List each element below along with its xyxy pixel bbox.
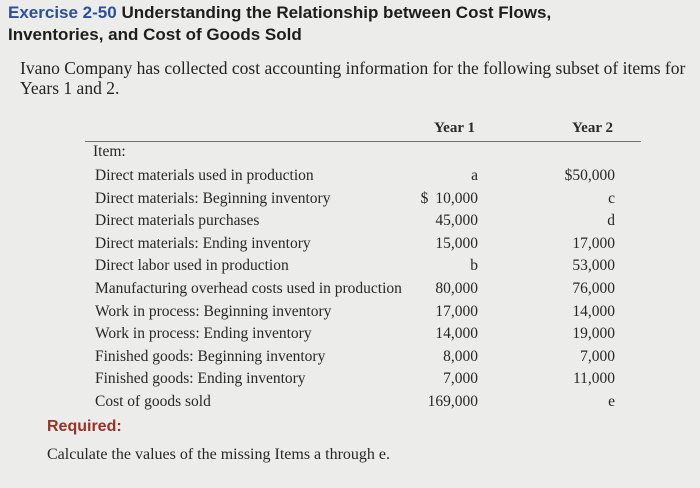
year1-value — [443, 368, 478, 390]
year1-value-text: 7,000 — [443, 370, 478, 388]
row-label: Finished goods: Ending inventory — [95, 370, 306, 388]
year1-value — [428, 391, 478, 413]
year1-value-text: b — [470, 257, 478, 275]
year1-value-text: 8,000 — [443, 347, 478, 365]
year2-value: 76,000 — [572, 279, 615, 297]
year1-value — [435, 323, 478, 345]
currency-symbol: $ — [420, 189, 429, 207]
row-label: Direct materials: Beginning inventory — [95, 189, 331, 207]
year2-value: c — [608, 189, 615, 207]
exercise-title — [8, 2, 648, 46]
year1-value — [443, 346, 478, 368]
row-label: Work in process: Beginning inventory — [95, 302, 332, 320]
column-header-year2: Year 2 — [572, 120, 613, 136]
table-row — [0, 165, 700, 188]
table-row — [0, 255, 700, 278]
year1-value — [470, 255, 478, 277]
year1-value — [435, 210, 478, 232]
table-row — [0, 323, 700, 346]
year2-value: 17,000 — [572, 234, 615, 252]
year1-value — [471, 165, 478, 187]
row-label: Manufacturing overhead costs used in production — [95, 279, 402, 297]
table-row — [0, 301, 700, 324]
year1-value-text: 15,000 — [435, 234, 478, 252]
year1-value — [435, 301, 478, 323]
required-heading: Required: — [47, 418, 122, 435]
cost-table — [0, 165, 700, 414]
row-label: Finished goods: Beginning inventory — [95, 347, 326, 365]
table-row — [0, 278, 700, 301]
year1-value — [435, 233, 478, 255]
year2-value: 11,000 — [572, 370, 615, 388]
table-row — [0, 346, 700, 369]
year2-value: 7,000 — [580, 347, 615, 365]
table-row — [0, 368, 700, 391]
year2-value: 14,000 — [572, 302, 615, 320]
year2-value: e — [608, 392, 615, 410]
year1-value-text: 80,000 — [435, 279, 478, 297]
table-row — [0, 233, 700, 256]
year1-value-text: 10,000 — [435, 189, 478, 207]
row-label: Cost of goods sold — [95, 392, 211, 410]
exercise-title-text: Understanding the Relationship between Cost Flows, Inventories, and Cost of Goods Sold — [8, 3, 552, 44]
intro-paragraph: Ivano Company has collected cost accounting information for the following subset of items for Years 1 and 2. — [20, 58, 686, 98]
year1-value-text: 169,000 — [427, 392, 478, 410]
year1-value — [435, 278, 478, 300]
year2-value: $50,000 — [564, 167, 615, 184]
row-label: Direct labor used in production — [95, 257, 289, 275]
required-instruction: Calculate the values of the missing Items a through e. — [47, 446, 391, 463]
year2-value: 19,000 — [572, 325, 615, 343]
row-label: Direct materials: Ending inventory — [95, 234, 311, 252]
year1-value — [421, 188, 478, 210]
table-row — [0, 188, 700, 211]
column-header-year1: Year 1 — [434, 120, 475, 136]
year1-value-text: 45,000 — [435, 212, 478, 230]
table-header-rule — [85, 141, 641, 142]
row-label: Work in process: Ending inventory — [95, 325, 312, 343]
year1-value-text: 14,000 — [435, 325, 478, 343]
row-label: Direct materials purchases — [95, 212, 260, 230]
year2-value: d — [607, 212, 615, 230]
table-row — [0, 210, 700, 233]
table-row — [0, 391, 700, 414]
year2-value: 53,000 — [572, 257, 615, 275]
item-header: Item: — [93, 143, 126, 160]
year1-value-text: 17,000 — [435, 302, 478, 320]
exercise-number: Exercise 2-50 — [8, 3, 117, 22]
year1-value-text: a — [471, 167, 478, 184]
row-label: Direct materials used in production — [95, 167, 314, 184]
